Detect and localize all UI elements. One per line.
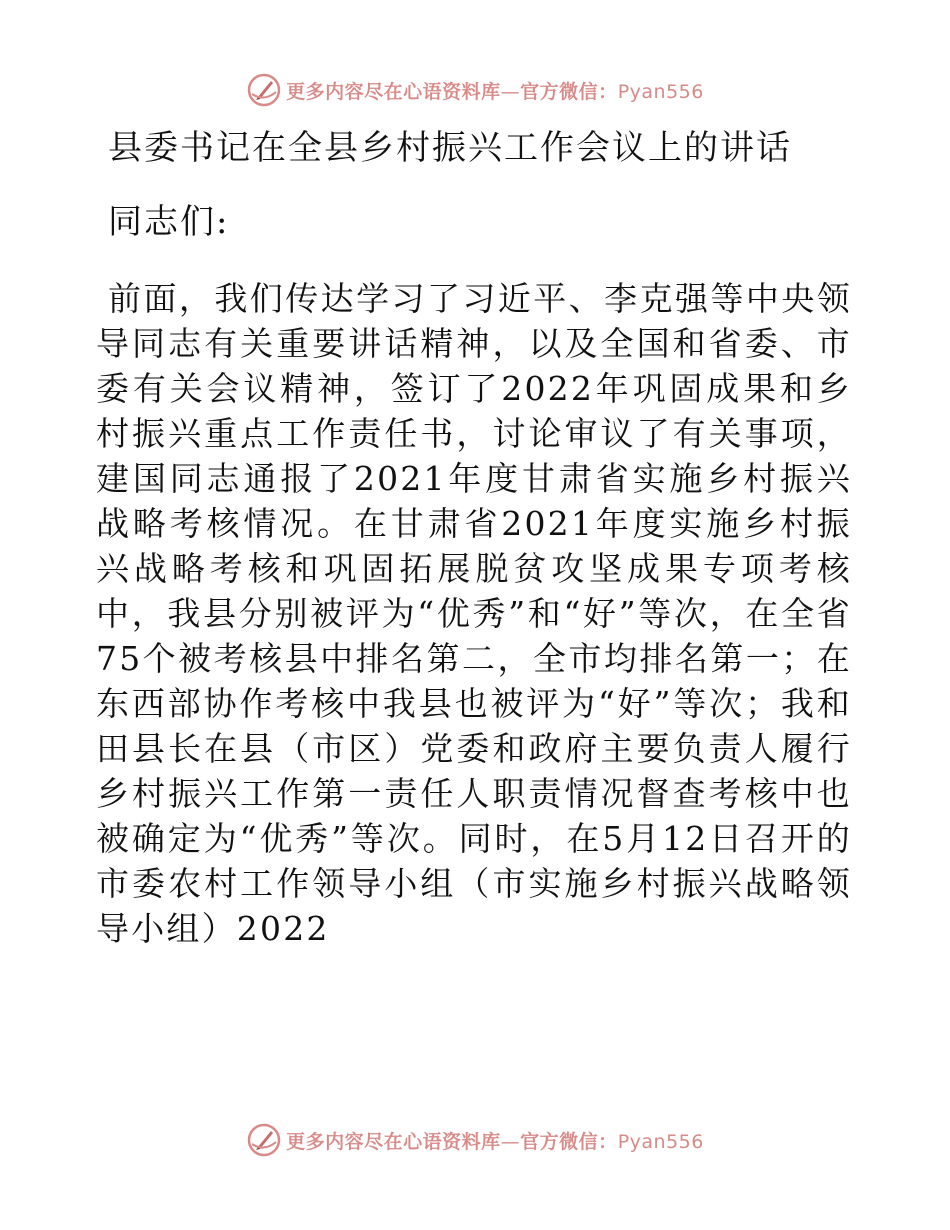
header-watermark-banner: [0, 68, 950, 112]
quill-pen-logo-icon: [246, 1122, 282, 1158]
watermark-wechat-label: 官方微信：: [520, 80, 618, 103]
salutation: 同志们:: [108, 202, 230, 242]
quill-pen-logo-icon: [246, 72, 282, 108]
watermark-text: [286, 77, 704, 104]
watermark-site-text: 更多内容尽在心语资料库: [286, 1130, 501, 1153]
document-body: [96, 120, 852, 951]
watermark-account: Pyan556: [617, 80, 704, 103]
footer-watermark-banner: [0, 1118, 950, 1162]
watermark-text: [286, 1127, 704, 1154]
watermark-site-text: 更多内容尽在心语资料库: [286, 80, 501, 103]
watermark-account: Pyan556: [617, 1130, 704, 1153]
watermark-wechat-label: 官方微信：: [520, 1130, 618, 1153]
watermark-separator: —: [500, 80, 521, 103]
document-title: 县委书记在全县乡村振兴工作会议上的讲话: [108, 128, 792, 168]
watermark-separator: —: [500, 1130, 521, 1153]
body-paragraph: 前面，我们传达学习了习近平、李克强等中央领导同志有关重要讲话精神，以及全国和省委、市委有关会议精神，签订了2022年巩固成果和乡村振兴重点工作责任书，讨论审议了有关事项，建国同志通报了2021年度甘肃省实施乡村振兴战略考核情况。在甘肃省2021年度实施乡村振兴战略考核和巩固拓展脱贫攻坚成果专项考核中，我县分别被评为“优秀”和“好”等次，在全省75个被考核县中排名第二，全市均排名第一；在东西部协作考核中我县也被评为“好”等次；我和田县长在县（市区）党委和政府主要负责人履行乡村振兴工作第一责任人职责情况督查考核中也被确定为“优秀”等次。同时，在5月12日召开的市委农村工作领导小组（市实施乡村振兴战略领导小组）2022: [96, 279, 852, 948]
